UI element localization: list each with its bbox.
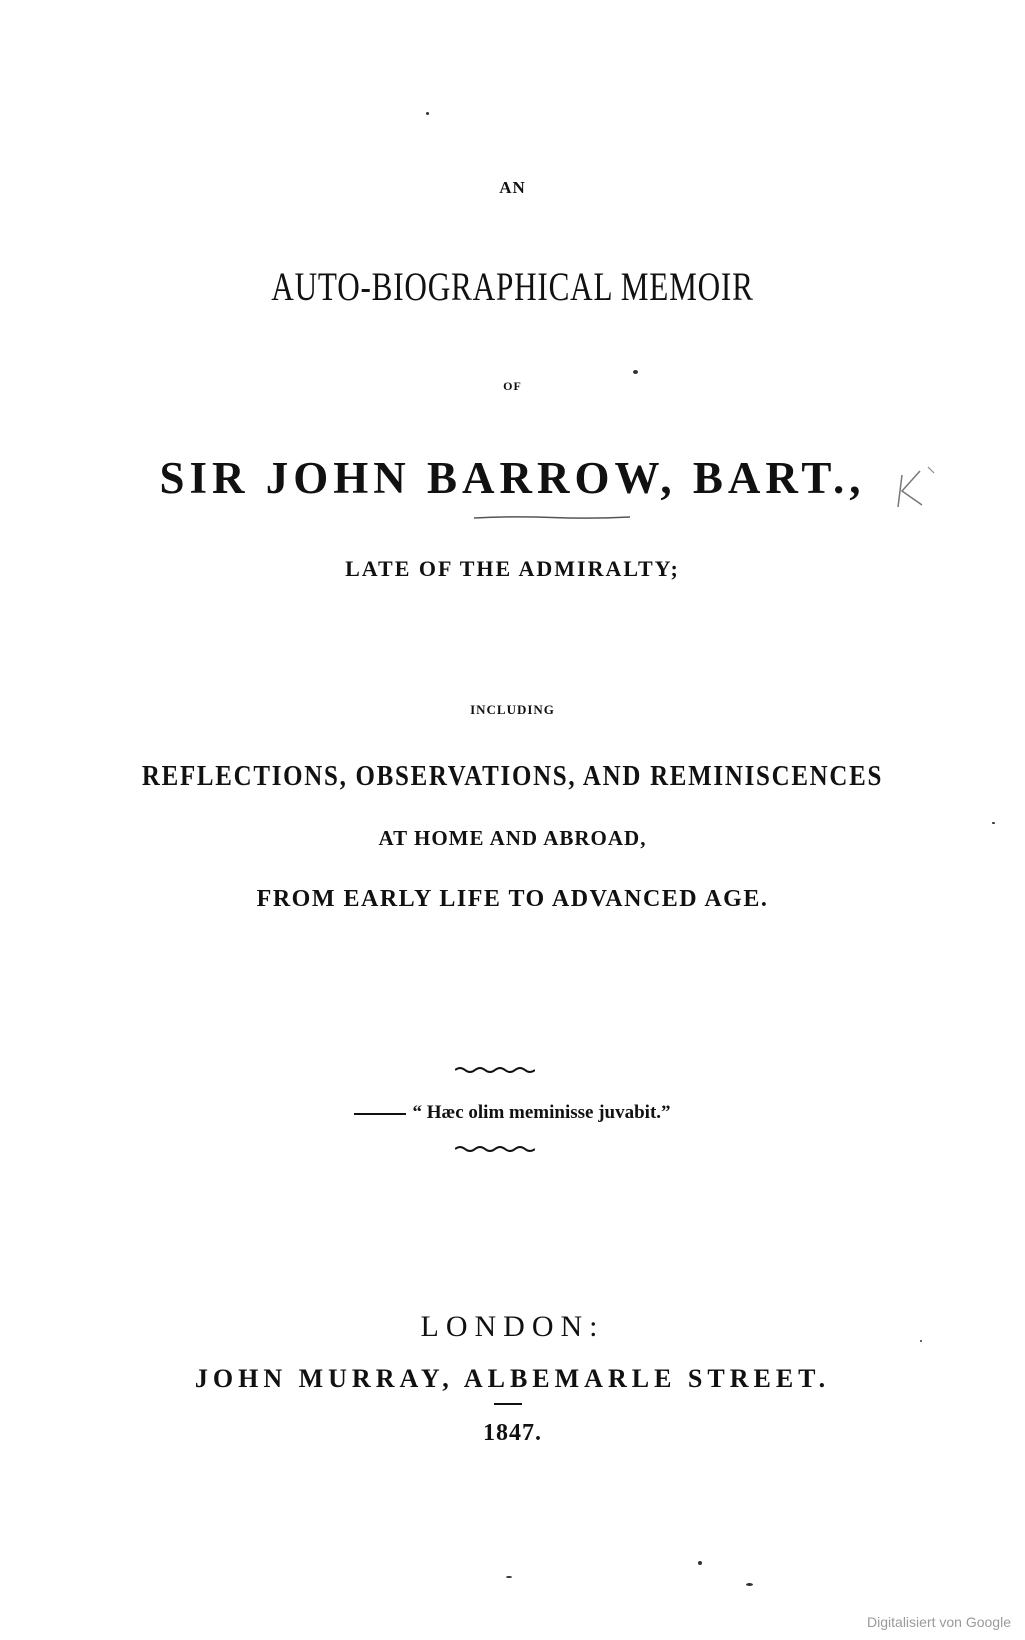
year-rule — [494, 1403, 522, 1405]
title-of: OF — [503, 379, 522, 393]
epigraph — [0, 1102, 1025, 1124]
scan-speck — [992, 822, 995, 824]
scan-speck — [698, 1561, 702, 1565]
title-an: AN — [499, 178, 526, 197]
imprint-publisher: JOHN MURRAY, ALBEMARLE STREET. — [194, 1364, 831, 1393]
scan-speck — [633, 370, 638, 374]
pencil-underline — [474, 516, 630, 519]
epigraph-text: “ Hæc olim meminisse juvabit.” — [412, 1102, 671, 1123]
wavy-ornament-bottom — [455, 1145, 535, 1153]
google-digitization-watermark: Digitalisiert von Google — [867, 1614, 1011, 1630]
handwritten-k-mark — [890, 465, 950, 515]
including-label: INCLUDING — [470, 702, 555, 717]
wavy-ornament-top — [455, 1066, 535, 1074]
scan-speck — [920, 1340, 922, 1342]
subtitle-home-abroad: AT HOME AND ABROAD, — [378, 826, 647, 850]
author-role: LATE OF THE ADMIRALTY; — [345, 556, 680, 581]
scan-speck — [746, 1583, 753, 1586]
subtitle-reflections: REFLECTIONS, OBSERVATIONS, AND REMINISCENCES — [141, 760, 884, 792]
epigraph-dash — [354, 1113, 406, 1115]
author-name: SIR JOHN BARROW, BART., — [159, 453, 866, 503]
subtitle-early-life: FROM EARLY LIFE TO ADVANCED AGE. — [256, 886, 769, 912]
scan-speck — [506, 1576, 512, 1578]
title-main: AUTO-BIOGRAPHICAL MEMOIR — [271, 264, 754, 309]
scan-speck — [426, 112, 429, 115]
imprint-year: 1847. — [483, 1420, 542, 1446]
imprint-city: LONDON: — [420, 1310, 605, 1343]
